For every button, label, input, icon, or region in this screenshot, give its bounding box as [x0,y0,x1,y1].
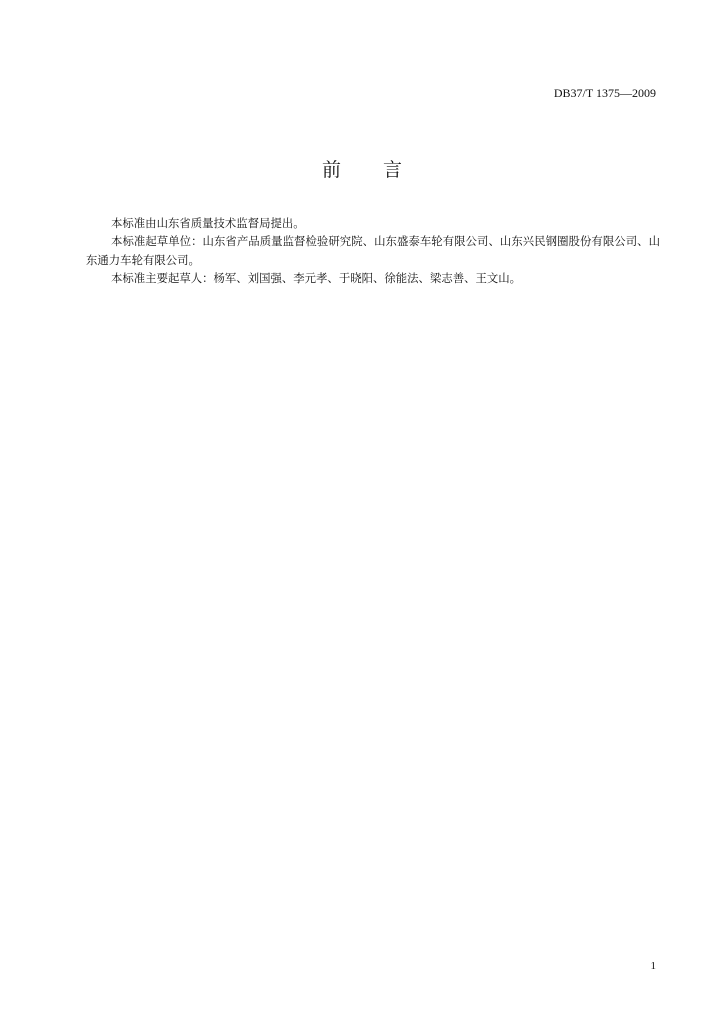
page-number: 1 [650,960,656,972]
standard-code: DB37/T 1375—2009 [553,86,656,100]
foreword-body [86,214,660,287]
paragraph-drafters: 本标准主要起草人：杨军、刘国强、李元孝、于晓阳、徐能法、梁志善、王文山。 [111,270,522,285]
title-char-2: 言 [383,159,403,181]
paragraph-proposer: 本标准由山东省质量技术监督局提出。 [111,216,305,230]
page-title [0,155,724,182]
title-char-1: 前 [321,159,341,181]
paragraph-drafting-units: 本标准起草单位：山东省产品质量监督检验研究院、山东盛泰车轮有限公司、山东兴民钢圈股份有限公司、山东通力车轮有限公司。 [86,234,660,267]
